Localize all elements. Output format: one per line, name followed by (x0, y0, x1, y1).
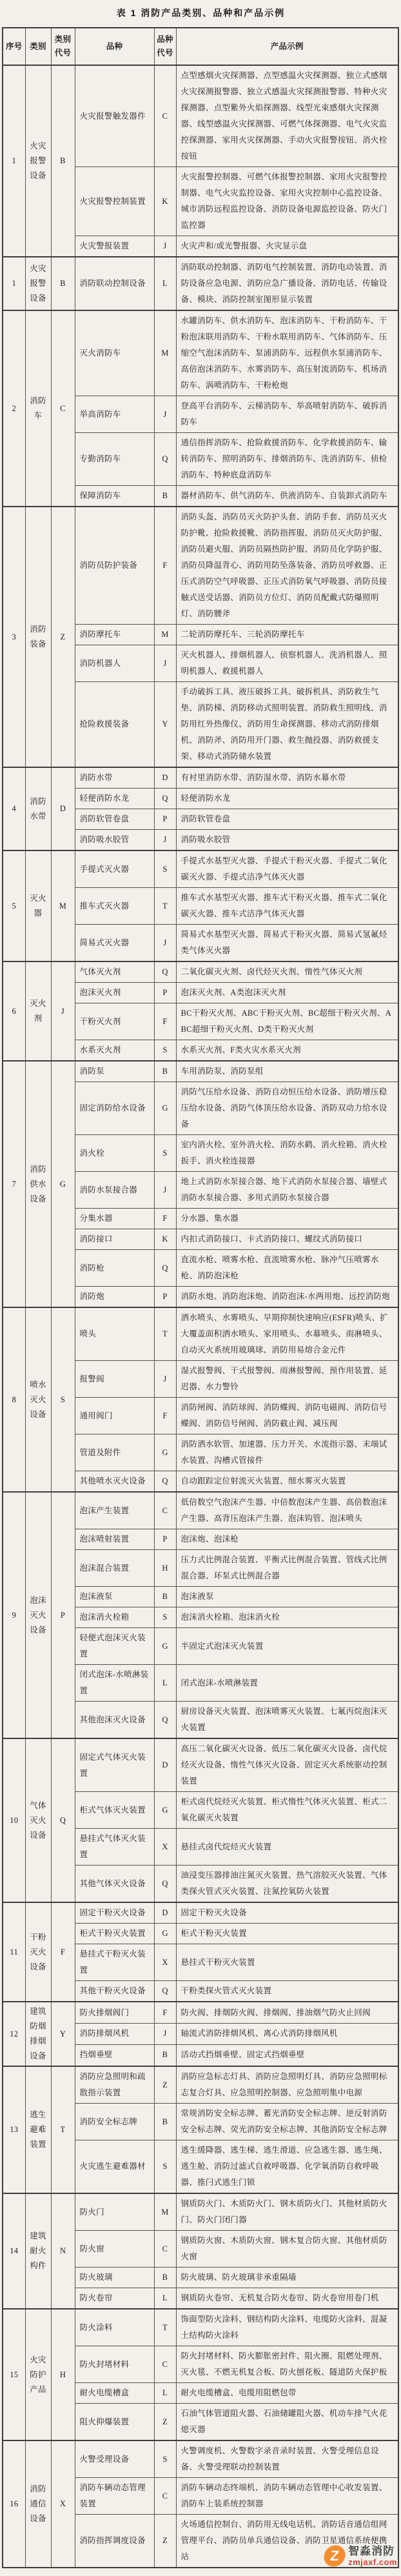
variety-code-cell: L (154, 2383, 176, 2404)
examples-cell: 高压二氧化碳灭火设备、低压二氧化碳灭火设备、卤代烷烃灭火设备、惰性气体灭火设备、固定灭火系统驱动控制装置 (176, 1738, 398, 1792)
column-header-variety: 品种 (75, 28, 154, 65)
variety-cell: 其他泡沫灭火设备 (75, 1702, 154, 1739)
variety-code-cell: B (154, 2104, 176, 2140)
variety-cell: 挡烟垂壁 (75, 2044, 154, 2066)
table-row (3, 257, 398, 310)
variety-cell: 耐火电缆槽盒 (75, 2383, 154, 2404)
column-header-category-code: 类别代号 (51, 28, 75, 65)
variety-cell: 干粉灭火剂 (75, 1003, 154, 1040)
table-row (3, 1061, 398, 1082)
examples-cell: 二轮消防摩托车、三轮消防摩托车 (176, 625, 398, 645)
examples-cell: 固定干粉灭火设备 (176, 1902, 398, 1924)
variety-code-cell: J (154, 396, 176, 433)
category-cell: 消防装备 (25, 507, 51, 767)
variety-code-cell: B (154, 1061, 176, 1082)
variety-cell: 手提式灭火器 (75, 850, 154, 888)
variety-cell: 火灾报警触发器件 (75, 65, 154, 167)
examples-cell: 分水器、集水器 (176, 1209, 398, 1229)
category-code-cell: H (51, 2309, 75, 2440)
examples-cell: 泡沫炮、泡沫枪 (176, 1529, 398, 1550)
variety-code-cell: Q (154, 961, 176, 983)
table-row (3, 507, 398, 625)
variety-code-cell: S (154, 1040, 176, 1062)
variety-cell: 气体灭火剂 (75, 961, 154, 983)
variety-cell: 柜式气体灭火装置 (75, 1792, 154, 1829)
seq-cell: 3 (3, 507, 25, 767)
examples-cell: 登高平台消防车、云梯消防车、举高喷射消防车、破拆消防车 (176, 396, 398, 433)
variety-code-cell: Q (154, 789, 176, 809)
variety-cell: 泡沫产生装置 (75, 1492, 154, 1529)
examples-cell: 柜式卤代烷烃灭火装置、柜式惰性气体灭火装置、柜式二氧化碳灭火装置 (176, 1792, 398, 1829)
variety-code-cell: Q (154, 433, 176, 486)
variety-cell: 灭火消防车 (75, 310, 154, 396)
examples-cell: 钢质防火门、木质防火门、钢木质防火门、其他材质防火门、防火门闭门器 (176, 2193, 398, 2231)
examples-cell: 防火封堵材料、防火膨胀密封件、阻火圈、阻燃处理剂、灭火毯、不燃无机复合板、防火刨花板、隧道防火保护板 (176, 2346, 398, 2383)
examples-cell: 消防吸水胶管 (176, 830, 398, 851)
variety-cell: 轻便消防水龙 (75, 789, 154, 809)
variety-cell: 防火排烟阀门 (75, 2002, 154, 2024)
examples-cell: 消防联动控制器、消防电气控制装置、消防电动装置、消防设备应急电源、消防应急广播设备、消防电话、传输设备、模块、消防控制室图形显示装置 (176, 257, 398, 310)
category-code-cell: B (51, 257, 75, 310)
variety-code-cell: J (154, 830, 176, 851)
product-table-body (3, 65, 398, 2568)
category-code-cell: Q (51, 1738, 75, 1902)
seq-cell: 8 (3, 1307, 25, 1492)
variety-code-cell: K (154, 167, 176, 236)
examples-cell: 消防洒水软管、加速器、压力开关、水流指示器、末端试水装置、沟槽式管接件 (176, 1434, 398, 1471)
category-code-cell: X (51, 2440, 75, 2568)
examples-cell: 悬挂式卤代烷烃灭火装置 (176, 1829, 398, 1866)
variety-code-cell: S (154, 2140, 176, 2194)
variety-code-cell: D (154, 767, 176, 789)
examples-cell: 室内消火栓、室外消火栓、消防水鹤、消火栓箱、消火栓扳手、消火栓连接器 (176, 1135, 398, 1172)
variety-cell: 举高消防车 (75, 396, 154, 433)
examples-cell: 内扣式消防接口、卡式消防接口、螺纹式消防接口 (176, 1229, 398, 1250)
watermark-logo-icon: Z (322, 2545, 347, 2567)
variety-code-cell: F (154, 1003, 176, 1040)
variety-code-cell: B (154, 486, 176, 507)
variety-cell: 防火涂料 (75, 2309, 154, 2346)
variety-code-cell: K (154, 1229, 176, 1250)
variety-code-cell: C (154, 2231, 176, 2268)
examples-cell: 手提式水基型灭火器、手提式干粉灭火器、手提式二氧化碳灭火器、手提式洁净气体灭火器 (176, 850, 398, 888)
examples-cell: BC干粉灭火剂、ABC干粉灭火剂、BC超细干粉灭火剂、ABC超细干粉灭火剂、D类干粉灭火剂 (176, 1003, 398, 1040)
variety-cell: 消防水带 (75, 767, 154, 789)
product-table-header (3, 28, 398, 65)
examples-cell: 简易式水基型灭火器、简易式干粉灭火器、简易式氢氟烃类气体灭火器 (176, 925, 398, 962)
category-code-cell: Y (51, 2002, 75, 2066)
variety-code-cell: B (154, 2044, 176, 2066)
table-row (3, 1902, 398, 1924)
examples-cell: 半固定式泡沫灭火装置 (176, 1628, 398, 1665)
examples-cell: 火场通信控制台、消防用无线电话机、消防话音通信组网管理平台、消防员单兵通信设备、消防卫星通信系统便携站 (176, 2515, 398, 2568)
examples-cell: 柜式干粉灭火装置 (176, 1924, 398, 1944)
examples-cell: 地上式消防水泵接合器、地下式消防水泵接合器、墙壁式消防水泵接合器、多用式消防水泵接合器 (176, 1172, 398, 1209)
watermark-domain: zmjaxf.com (348, 2557, 397, 2567)
variety-cell: 固定式气体灭火装置 (75, 1738, 154, 1792)
examples-cell: 防火玻璃、防火玻璃非承重隔墙 (176, 2268, 398, 2288)
variety-code-cell: G (154, 1792, 176, 1829)
variety-cell: 固定消防给水设备 (75, 1082, 154, 1135)
variety-code-cell: J (154, 1172, 176, 1209)
variety-cell: 消防安全标志牌 (75, 2104, 154, 2140)
variety-cell: 火警受理设备 (75, 2440, 154, 2478)
category-cell: 消防供水设备 (25, 1061, 51, 1307)
variety-code-cell: Q (154, 1702, 176, 1739)
variety-cell: 消防泵 (75, 1061, 154, 1082)
table-row (3, 1738, 398, 1792)
seq-cell: 1 (3, 65, 25, 257)
variety-code-cell: G (154, 1434, 176, 1471)
variety-cell: 消防指挥调度设备 (75, 2515, 154, 2568)
category-code-cell: S (51, 1307, 75, 1492)
variety-cell: 防火门 (75, 2193, 154, 2231)
seq-cell: 11 (3, 1902, 25, 2002)
examples-cell: 消防软管卷盘 (176, 809, 398, 830)
examples-cell: 泡沫消火栓箱、泡沫消火栓 (176, 1607, 398, 1628)
header-row (3, 28, 398, 65)
category-cell: 火灾防护产品 (25, 2309, 51, 2440)
category-cell: 建筑耐火构件 (25, 2193, 51, 2309)
table-row (3, 1307, 398, 1361)
variety-cell: 消防炮 (75, 1287, 154, 1308)
examples-cell: 通信指挥消防车、抢险救援消防车、化学救援消防车、输转消防车、照明消防车、排烟消防车、洗消消防车、侦检消防车、特种底盘消防车 (176, 433, 398, 486)
watermark-brand: 智淼消防 (348, 2545, 395, 2557)
examples-cell: 直流水枪、喷雾水枪、直流喷雾水枪、脉冲气压喷雾水枪、消防泡沫枪 (176, 1250, 398, 1287)
category-code-cell: D (51, 767, 75, 850)
category-code-cell: P (51, 1492, 75, 1738)
examples-cell: 耐火电缆槽盒、电缆用阻燃包带 (176, 2383, 398, 2404)
variety-code-cell: C (154, 1492, 176, 1529)
category-code-cell: C (51, 310, 75, 507)
variety-cell: 防火玻璃 (75, 2268, 154, 2288)
examples-cell: 火警调度机、火警数字录音录时装置、火警受理信息设备、火警受理联动控制装置 (176, 2440, 398, 2478)
category-cell: 火灾报警设备 (25, 257, 51, 310)
examples-cell: 洒水喷头、水雾喷头、早期抑制快速响应(ESFR)喷头、扩大覆盖面积洒水喷头、家用喷头、水幕喷头、雨淋喷头、自动灭火系统用玻璃球、消防用易熔合金元件 (176, 1307, 398, 1361)
variety-cell: 火灾警报装置 (75, 236, 154, 257)
variety-code-cell: L (154, 2288, 176, 2309)
variety-cell: 喷头 (75, 1307, 154, 1361)
table-row (3, 65, 398, 167)
variety-code-cell: T (154, 888, 176, 925)
examples-cell: 手动破拆工具、液压破拆工具、破拆机具、消防救生气垫、消防梯、消防移动式照明装置、消防救生照明线、消防用红外热像仪、消防用生命探测器、移动式消防排烟机、消防斧、消防用开门器、救生抛投器、消防救援支架、移动式消防储水装置 (176, 682, 398, 768)
examples-cell: 活动式挡烟垂壁、固定式挡烟垂壁 (176, 2044, 398, 2066)
examples-cell: 钢质防火卷帘、无机复合防火卷帘、防火卷帘用卷门机 (176, 2288, 398, 2309)
seq-cell: 2 (3, 310, 25, 507)
variety-code-cell: M (154, 310, 176, 396)
table-row (3, 310, 398, 396)
variety-code-cell: S (154, 1135, 176, 1172)
variety-code-cell: L (154, 257, 176, 310)
variety-code-cell: Q (154, 1866, 176, 1903)
variety-cell: 阻火抑爆装置 (75, 2404, 154, 2441)
variety-cell: 防火卷帘 (75, 2288, 154, 2309)
table-row (3, 767, 398, 789)
category-code-cell: N (51, 2193, 75, 2309)
variety-code-cell: G (154, 1924, 176, 1944)
table-row (3, 2309, 398, 2346)
category-cell: 灭火剂 (25, 961, 51, 1061)
variety-cell: 泡沫灭火剂 (75, 983, 154, 1003)
seq-cell: 6 (3, 961, 25, 1061)
category-cell: 消防水带 (25, 767, 51, 850)
table-row (3, 2440, 398, 2478)
variety-cell: 防火封堵材料 (75, 2346, 154, 2383)
column-header-seq: 序号 (3, 28, 25, 65)
examples-cell: 消防气压给水设备、消防自动恒压给水设备、消防增压稳压给水设备、消防气体顶压给水设备、消防双动力给水设备 (176, 1082, 398, 1135)
variety-code-cell: T (154, 1307, 176, 1361)
category-cell: 逃生避难装置 (25, 2066, 51, 2193)
seq-cell: 7 (3, 1061, 25, 1307)
variety-code-cell: B (154, 2268, 176, 2288)
variety-code-cell: Z (154, 2066, 176, 2104)
examples-cell: 悬挂式干粉灭火装置 (176, 1944, 398, 1981)
examples-cell: 泡沫灭火剂、A类泡沫灭火剂 (176, 983, 398, 1003)
variety-cell: 固定干粉灭火设备 (75, 1902, 154, 1924)
variety-code-cell: C (154, 2346, 176, 2383)
variety-cell: 消防枪 (75, 1250, 154, 1287)
variety-cell: 报警阀 (75, 1361, 154, 1398)
category-code-cell: Z (51, 507, 75, 767)
variety-cell: 通用阀门 (75, 1398, 154, 1434)
variety-cell: 轻便式泡沫灭火装置 (75, 1628, 154, 1665)
variety-cell: 消防接口 (75, 1229, 154, 1250)
variety-code-cell: J (154, 2024, 176, 2045)
examples-cell: 油浸变压器排油注氮灭火装置、热气溶胶灭火装置、气体类探火管式灭火装置、注氮控氧防火装置 (176, 1866, 398, 1903)
variety-code-cell: T (154, 2309, 176, 2346)
examples-cell: 有衬里消防水带、消防湿水带、消防水幕水带 (176, 767, 398, 789)
variety-code-cell: F (154, 1209, 176, 1229)
variety-cell: 其他喷水灭火设备 (75, 1471, 154, 1493)
variety-cell: 悬挂式气体灭火装置 (75, 1829, 154, 1866)
variety-code-cell: G (154, 1628, 176, 1665)
variety-code-cell: J (154, 1361, 176, 1398)
examples-cell: 消防应急标志灯具、消防应急照明灯具、消防应急照明标志复合灯具、应急照明控制器、应急照明集中电源 (176, 2066, 398, 2104)
examples-cell: 水罐消防车、供水消防车、泡沫消防车、干粉消防车、干粉泡沫联用消防车、干粉水联用消防车、气体消防车、压缩空气泡沫消防车、泵浦消防车、远程供水泵浦消防车、高倍泡沫消防车、水雾消防车、高压射流消防车、机场消防车、涡喷消防车、干粉枪炮 (176, 310, 398, 396)
variety-code-cell: D (154, 1902, 176, 1924)
product-table (2, 27, 399, 2568)
category-cell: 泡沫灭火设备 (25, 1492, 51, 1738)
category-code-cell: G (51, 1061, 75, 1307)
variety-code-cell: Q (154, 1250, 176, 1287)
variety-cell: 柜式干粉灭火装置 (75, 1924, 154, 1944)
examples-cell: 点型感烟火灾探测器、点型感温火灾探测器、独立式感烟火灾探测报警器、独立式感温火灾探测报警器、特种火灾探测器、点型紫外火焰探测器、线型光束感烟火灾探测器、线型感温火灾探测器、可燃气体探测器、电气火灾监控探测器、家用火灾探测器、手动火灾报警按钮、消火栓按钮 (176, 65, 398, 167)
variety-cell: 管道及附件 (75, 1434, 154, 1471)
variety-cell: 消防应急照明和疏散指示装置 (75, 2066, 154, 2104)
variety-code-cell: G (154, 1082, 176, 1135)
variety-cell: 泡沫混合装置 (75, 1550, 154, 1587)
category-cell: 气体灭火设备 (25, 1738, 51, 1902)
table-row (3, 2002, 398, 2024)
variety-cell: 闭式泡沫-水喷淋装置 (75, 1665, 154, 1702)
category-cell: 火灾报警设备 (25, 65, 51, 257)
category-cell: 灭火器 (25, 850, 51, 961)
variety-code-cell: B (154, 1587, 176, 1607)
variety-code-cell: S (154, 850, 176, 888)
examples-cell: 轻便消防水龙 (176, 789, 398, 809)
category-code-cell: T (51, 2066, 75, 2193)
variety-code-cell: C (154, 2478, 176, 2515)
examples-cell: 逃生缓降器、逃生梯、逃生滑道、应急逃生器、逃生绳、逃生舱、消防过滤式自救呼吸器、化学氧消防自救呼吸器、推闩式逃生门锁 (176, 2140, 398, 2194)
variety-cell: 悬挂式干粉灭火装置 (75, 1944, 154, 1981)
examples-cell: 消防闸阀、消防球阀、消防蝶阀、消防电磁阀、消防信号蝶阀、消防信号闸阀、消防截止阀、减压阀 (176, 1398, 398, 1434)
variety-cell: 其他干粉灭火设备 (75, 1981, 154, 2002)
variety-code-cell: S (154, 2440, 176, 2478)
examples-cell: 闭式泡沫-水喷淋装置 (176, 1665, 398, 1702)
variety-code-cell: H (154, 1550, 176, 1587)
variety-cell: 专勤消防车 (75, 433, 154, 486)
examples-cell: 器材消防车、供气消防车、供液消防车、自装卸式消防车 (176, 486, 398, 507)
examples-cell: 常规消防安全标志牌、蓄光消防安全标志牌、逆反射消防安全标志牌、荧光消防安全标志牌、其他消防安全标志牌 (176, 2104, 398, 2140)
seq-cell: 10 (3, 1738, 25, 1902)
variety-cell: 简易式灭火器 (75, 925, 154, 962)
seq-cell: 14 (3, 2193, 25, 2309)
examples-cell: 消防头盔、消防员灭火防护头套、消防手套、消防员灭火防护靴、抢险救援靴、消防指挥服、消防员灭火防护服、消防员避火服、消防员隔热防护服、消防员化学防护服、消防员降温背心、消防用防坠落装备、消防员呼救器、正压式消防空气呼吸器、正压式消防氧气呼吸器、消防员接触式送受话器、消防员方位灯、消防员配戴式防爆照明灯、消防腰斧 (176, 507, 398, 625)
category-cell: 干粉灭火设备 (25, 1902, 51, 2002)
variety-code-cell: Q (154, 1471, 176, 1493)
variety-code-cell: F (154, 1398, 176, 1434)
variety-code-cell: J (154, 645, 176, 682)
variety-code-cell: C (154, 65, 176, 167)
variety-cell: 泡沫喷射装置 (75, 1529, 154, 1550)
examples-cell: 消防车辆动态终端机、消防车辆动态管理中心收发装置、消防车上装系统控制器 (176, 2478, 398, 2515)
variety-cell: 消防联动控制设备 (75, 257, 154, 310)
variety-cell: 泡沫消火栓箱 (75, 1607, 154, 1628)
variety-code-cell: S (154, 1607, 176, 1628)
variety-cell: 其他气体灭火设备 (75, 1866, 154, 1903)
examples-cell: 推车式水基型灭火器、推车式干粉灭火器、推车式二氧化碳灭火器、推车式洁净气体灭火器 (176, 888, 398, 925)
variety-code-cell: Y (154, 682, 176, 768)
variety-code-cell: X (154, 1829, 176, 1866)
examples-cell: 灭火机器人、排烟机器人、侦察机器人、洗消机器人、照明机器人、救援机器人 (176, 645, 398, 682)
category-code-cell: M (51, 850, 75, 961)
category-code-cell: B (51, 65, 75, 257)
seq-cell: 9 (3, 1492, 25, 1738)
variety-cell: 保障消防车 (75, 486, 154, 507)
table-row (3, 850, 398, 888)
variety-cell: 消防摩托车 (75, 625, 154, 645)
examples-cell: 消防水炮、消防泡沫炮、消防泡沫-水两用炮、远控消防炮 (176, 1287, 398, 1308)
variety-cell: 防火窗 (75, 2231, 154, 2268)
examples-cell: 水系灭火剂、F类火灾水系灭火剂 (176, 1040, 398, 1062)
variety-cell: 消火栓 (75, 1135, 154, 1172)
variety-cell: 分集水器 (75, 1209, 154, 1229)
examples-cell: 钢质防火窗、木质防火窗、钢木复合防火窗、其他材质防火窗 (176, 2231, 398, 2268)
variety-cell: 推车式灭火器 (75, 888, 154, 925)
examples-cell: 湿式报警阀、干式报警阀、雨淋报警阀、预作用装置、延迟器、水力警铃 (176, 1361, 398, 1398)
variety-cell: 消防员防护装备 (75, 507, 154, 625)
variety-cell: 消防水泵接合器 (75, 1172, 154, 1209)
variety-cell: 消防吸水胶管 (75, 830, 154, 851)
table-row (3, 2066, 398, 2104)
examples-cell: 火灾报警控制器、可燃气体报警控制器、家用火灾报警控制器、电气火灾监控设备、家用火灾控制中心监控设备、城市消防远程监控设备、消防设备电源监控设备、防火门监控器 (176, 167, 398, 236)
variety-code-cell: P (154, 983, 176, 1003)
category-cell: 消防车 (25, 310, 51, 507)
table-row (3, 2193, 398, 2231)
examples-cell: 饰面型防火涂料、钢结构防火涂料、电缆防火涂料、混凝土结构防火涂料 (176, 2309, 398, 2346)
variety-cell: 泡沫液泵 (75, 1587, 154, 1607)
seq-cell: 4 (3, 767, 25, 850)
examples-cell: 泡沫液泵 (176, 1587, 398, 1607)
examples-cell: 厨房设备灭火装置、泡沫喷雾灭火装置、七氟丙烷泡沫灭火装置 (176, 1702, 398, 1739)
variety-code-cell: D (154, 1738, 176, 1792)
variety-cell: 火灾报警控制装置 (75, 167, 154, 236)
variety-code-cell: J (154, 925, 176, 962)
variety-cell: 抢险救援装备 (75, 682, 154, 768)
table-row (3, 1492, 398, 1529)
variety-code-cell: P (154, 809, 176, 830)
category-code-cell: J (51, 961, 75, 1061)
variety-cell: 消防排烟风机 (75, 2024, 154, 2045)
seq-cell: 13 (3, 2066, 25, 2193)
category-cell: 消防通信设备 (25, 2440, 51, 2568)
variety-code-cell: J (154, 236, 176, 257)
examples-cell: 二氧化碳灭火剂、卤代烃灭火剂、惰性气体灭火剂 (176, 961, 398, 983)
variety-cell: 消防机器人 (75, 645, 154, 682)
seq-cell: 5 (3, 850, 25, 961)
seq-cell: 1 (3, 257, 25, 310)
examples-cell: 车用消防泵、消防泵组 (176, 1061, 398, 1082)
table-title: 表 1 消防产品类别、品种和产品示例 (116, 8, 286, 18)
category-cell: 建筑防烟排烟设备 (25, 2002, 51, 2066)
table-row (3, 961, 398, 983)
variety-code-cell: F (154, 2002, 176, 2024)
variety-code-cell: X (154, 1944, 176, 1981)
seq-cell: 12 (3, 2002, 25, 2066)
examples-cell: 轴流式消防排烟风机、离心式消防排烟风机 (176, 2024, 398, 2045)
category-cell: 喷水灭火设备 (25, 1307, 51, 1492)
examples-cell: 石油气体管道阻火器、石油储罐阻火器、机动车排气火花熄灭器 (176, 2404, 398, 2441)
variety-cell: 消防车辆动态管理装置 (75, 2478, 154, 2515)
examples-cell: 低倍数空气泡沫产生器、中倍数泡沫产生器、高倍数泡沫产生器、高背压泡沫产生器、泡沫钩管、泡沫喷头 (176, 1492, 398, 1529)
variety-code-cell: Z (154, 2404, 176, 2441)
column-header-examples: 产品示例 (176, 28, 398, 65)
variety-code-cell: Z (154, 2515, 176, 2568)
variety-code-cell: P (154, 1287, 176, 1308)
variety-cell: 消防软管卷盘 (75, 809, 154, 830)
column-header-category: 类别 (25, 28, 51, 65)
variety-code-cell: P (154, 1529, 176, 1550)
examples-cell: 自动跟踪定位射流灭火装置、细水雾灭火装置 (176, 1471, 398, 1493)
variety-cell: 火灾逃生避难器材 (75, 2140, 154, 2194)
column-header-variety-code: 品种代号 (154, 28, 176, 65)
variety-code-cell: M (154, 2193, 176, 2231)
examples-cell: 防火阀、排烟防火阀、排烟阀、排油烟气防火止回阀 (176, 2002, 398, 2024)
variety-code-cell: F (154, 507, 176, 625)
examples-cell: 压力式比例混合装置、平衡式比例混合装置、管线式比例混合器、环泵式比例混合器 (176, 1550, 398, 1587)
variety-code-cell: Q (154, 1981, 176, 2002)
variety-code-cell: M (154, 625, 176, 645)
seq-cell: 16 (3, 2440, 25, 2568)
category-code-cell: F (51, 1902, 75, 2002)
examples-cell: 火灾声和/或光警报器、火灾显示盘 (176, 236, 398, 257)
seq-cell: 15 (3, 2309, 25, 2440)
variety-cell: 水系灭火剂 (75, 1040, 154, 1062)
examples-cell: 干粉类探火管式灭火装置 (176, 1981, 398, 2002)
variety-code-cell: L (154, 1665, 176, 1702)
